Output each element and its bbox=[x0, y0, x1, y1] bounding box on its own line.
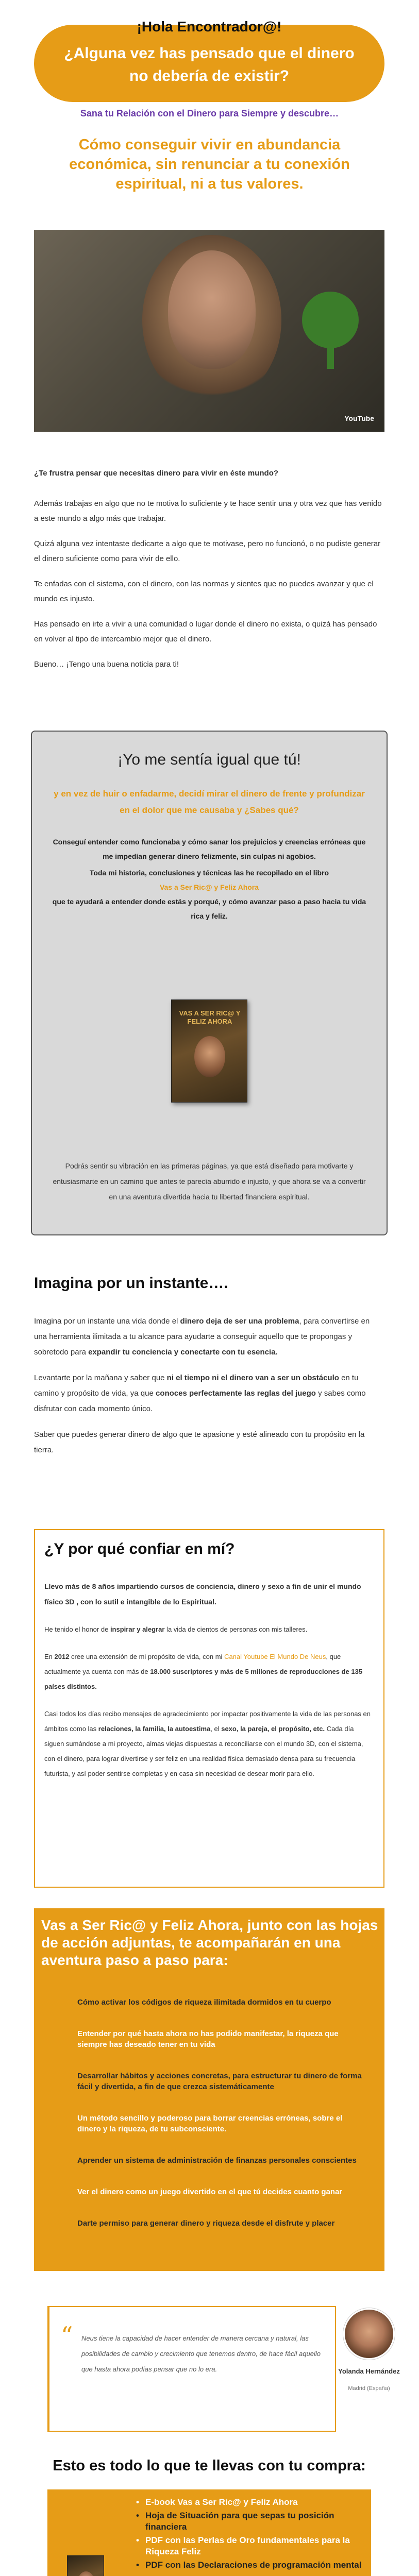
intro-paragraph: Bueno… ¡Tengo una buena noticia para ti! bbox=[34, 660, 179, 669]
greeting-title: ¡Hola Encontrador@! bbox=[137, 19, 282, 35]
imagina-paragraph: Saber que puedes generar dinero de algo que te apasione y esté alineado con tu propósito en la tierra. bbox=[34, 1430, 365, 1454]
trust-title: ¿Y por qué confiar en mí? bbox=[44, 1540, 235, 1557]
story-title: ¡Yo me sentía igual que tú! bbox=[118, 751, 301, 768]
hero-question: ¿Alguna vez has pensado que el dinero no debería de existir? bbox=[64, 45, 355, 84]
purchase-list bbox=[135, 2497, 362, 2573]
intro-paragraph: Quizá alguna vez intentaste dedicarte a algo que te motivase, pero no funcionó, o no pudiste generar el dinero suficiente como para vivir de ello. bbox=[34, 539, 381, 563]
intro-section bbox=[34, 466, 384, 682]
trust-paragraph: Llevo más de 8 años impartiendo cursos de conciencia, dinero y sexo a fin de unir el mundo físico 3D , con lo sutil e intangible de lo Espiritual. bbox=[44, 1582, 361, 1606]
story-text-1: Conseguí entender como funcionaba y cómo sanar los prejuicios y creencias erróneas que me impedían generar dinero felizmente, sin culpas ni agobios. bbox=[53, 838, 366, 860]
trust-paragraph: En 2012 cree una extensión de mi propósito de vida, con mi Canal Youtube El Mundo De Neus, que actualmente ya cuenta con más de 18.000 suscriptores y más de 5 millones de reproducciones de 135 países distintos. bbox=[44, 1653, 363, 1690]
trust-paragraph: Casi todos los días recibo mensajes de agradecimiento por impactar positivamente la vida de las personas en ámbitos como las relaciones, la familia, la autoestima, el sexo, la pareja, el propósito, etc. Cada día siguen sumándose a mi proyecto, almas viejas dispuestas a reconciliarse con el mundo 3D, con el sistema, con el dinero, para lograr divertirse y ser feliz en una realidad física demasiado densa para su frecuencia futurista, y así poder sentirse completas y en casa sin necesidad de desear morir para ello. bbox=[44, 1710, 371, 1777]
avatar bbox=[343, 2308, 395, 2360]
purchase-item: • PDF con las Declaraciones de programación mental bbox=[135, 2560, 362, 2571]
video-thumbnail-face bbox=[168, 250, 256, 369]
testimonial-author: Yolanda Hernández bbox=[338, 2367, 400, 2375]
intro-paragraph: Te enfadas con el sistema, con el dinero, con las normas y sientes que no puedes avanzar y que el mundo es injusto. bbox=[34, 580, 374, 603]
benefit-item: Cómo activar los códigos de riqueza ilimitada dormidos en tu cuerpo bbox=[77, 1998, 331, 2007]
youtube-logo[interactable]: YouTube bbox=[344, 414, 374, 422]
benefit-item: Entender por qué hasta ahora no has podido manifestar, la riqueza que siempre has deseado tener en tu vida bbox=[77, 2029, 339, 2049]
benefit-item: Aprender un sistema de administración de finanzas personales conscientes bbox=[77, 2156, 357, 2165]
benefit-item: Ver el dinero como un juego divertido en el que tú decides cuanto ganar bbox=[77, 2188, 343, 2196]
story-highlight: y en vez de huir o enfadarme, decidí mirar el dinero de frente y profundizar en el dolor que me causaba y ¿Sabes qué? bbox=[54, 789, 365, 815]
purchase-item: • PDF con las Perlas de Oro fundamentales para la Riqueza Feliz bbox=[135, 2535, 362, 2557]
benefits-title: Vas a Ser Ric@ y Feliz Ahora, junto con las hojas de acción adjuntas, te acompañarán en una aventura paso a paso para: bbox=[41, 1917, 378, 1968]
story-text bbox=[52, 835, 367, 923]
benefit-item: Darte permiso para generar dinero y riqueza desde el disfrute y placer bbox=[77, 2219, 335, 2228]
trust-text bbox=[44, 1579, 374, 1793]
benefit-item: Desarrollar hábitos y acciones concretas, para estructurar tu dinero de forma fácil y divertida, a fin de que crezca sistemáticamente bbox=[77, 2072, 362, 2091]
hero-headline: Cómo conseguir vivir en abundancia económica, sin renunciar a tu conexión espiritual, ni a tus valores. bbox=[69, 137, 350, 192]
testimonial-location: Madrid (España) bbox=[348, 2385, 390, 2392]
book-cover-title: VAS A SER RIC@ Y FELIZ AHORA bbox=[179, 1009, 241, 1025]
book-link[interactable]: Vas a Ser Ric@ y Feliz Ahora bbox=[159, 883, 259, 891]
imagina-paragraph: Imagina por un instante una vida donde el dinero deja de ser una problema, para convertirse en una herramienta ilimitada a tu alcance para ayudarte a conseguir aquello que te propongas y sobretodo para expandir tu conciencia y conectarte con tu esencia. bbox=[34, 1317, 370, 1357]
youtube-channel-link[interactable]: Canal Youtube El Mundo De Neus bbox=[224, 1653, 326, 1660]
hero-subtitle: Sana tu Relación con el Dinero para Siempre y descubre… bbox=[80, 108, 339, 118]
imagina-text bbox=[34, 1314, 384, 1468]
trust-paragraph: He tenido el honor de inspirar y alegrar la vida de cientos de personas con mis talleres. bbox=[44, 1625, 308, 1633]
ebook-cover-image bbox=[67, 2555, 104, 2576]
imagina-paragraph: Levantarte por la mañana y saber que ni el tiempo ni el dinero van a ser un obstáculo en tu camino y propósito de vida, ya que conoces perfectamente las reglas del juego y sabes como disfrutar con cada momento único. bbox=[34, 1374, 366, 1413]
purchase-item: • E-book Vas a Ser Ric@ y Feliz Ahora bbox=[135, 2497, 362, 2508]
quote-icon: “ bbox=[61, 2321, 73, 2349]
imagina-title: Imagina por un instante…. bbox=[34, 1275, 228, 1292]
story-bottom-text: Podrás sentir su vibración en las primeras páginas, ya que está diseñado para motivarte y entusiasmarte en un camino que antes te parecía aburrido e injusto, y que ahora se va a convertir en una aventura divertida hacia tu libertad financiera espiritual. bbox=[53, 1162, 366, 1201]
benefits-list bbox=[77, 1997, 366, 2249]
benefit-item: Un método sencillo y poderoso para borrar creencias erróneas, sobre el dinero y la riqueza, de tu subconsciente. bbox=[77, 2114, 343, 2133]
story-text-2: Toda mi historia, conclusiones y técnicas las he recopilado en el libro bbox=[89, 869, 329, 877]
play-button[interactable] bbox=[194, 315, 225, 337]
tree-logo-icon bbox=[302, 292, 359, 369]
video-player[interactable] bbox=[34, 230, 384, 432]
story-text-3: que te ayudará a entender donde estás y porqué, y cómo avanzar paso a paso hacia tu vida rica y feliz. bbox=[52, 897, 366, 920]
testimonial-quote: Neus tiene la capacidad de hacer entender de manera cercana y natural, las posibilidades de cambio y crecimiento que tenemos dentro, de hace fácil aquello que hasta ahora podías pensar que no lo era. bbox=[81, 2334, 321, 2373]
book-cover-image bbox=[171, 999, 247, 1103]
intro-paragraph: Has pensado en irte a vivir a una comunidad o lugar donde el dinero no exista, o quizá has pensado en volver al tipo de intercambio mejor que el dinero. bbox=[34, 620, 377, 643]
purchase-item: • Hoja de Situación para que sepas tu posición financiera bbox=[135, 2510, 362, 2533]
intro-question: ¿Te frustra pensar que necesitas dinero para vivir en éste mundo? bbox=[34, 469, 279, 478]
purchase-title: Esto es todo lo que te llevas con tu compra: bbox=[53, 2458, 366, 2474]
intro-paragraph: Además trabajas en algo que no te motiva lo suficiente y te hace sentir una y otra vez que has venido a este mundo a algo más que trabajar. bbox=[34, 499, 382, 523]
